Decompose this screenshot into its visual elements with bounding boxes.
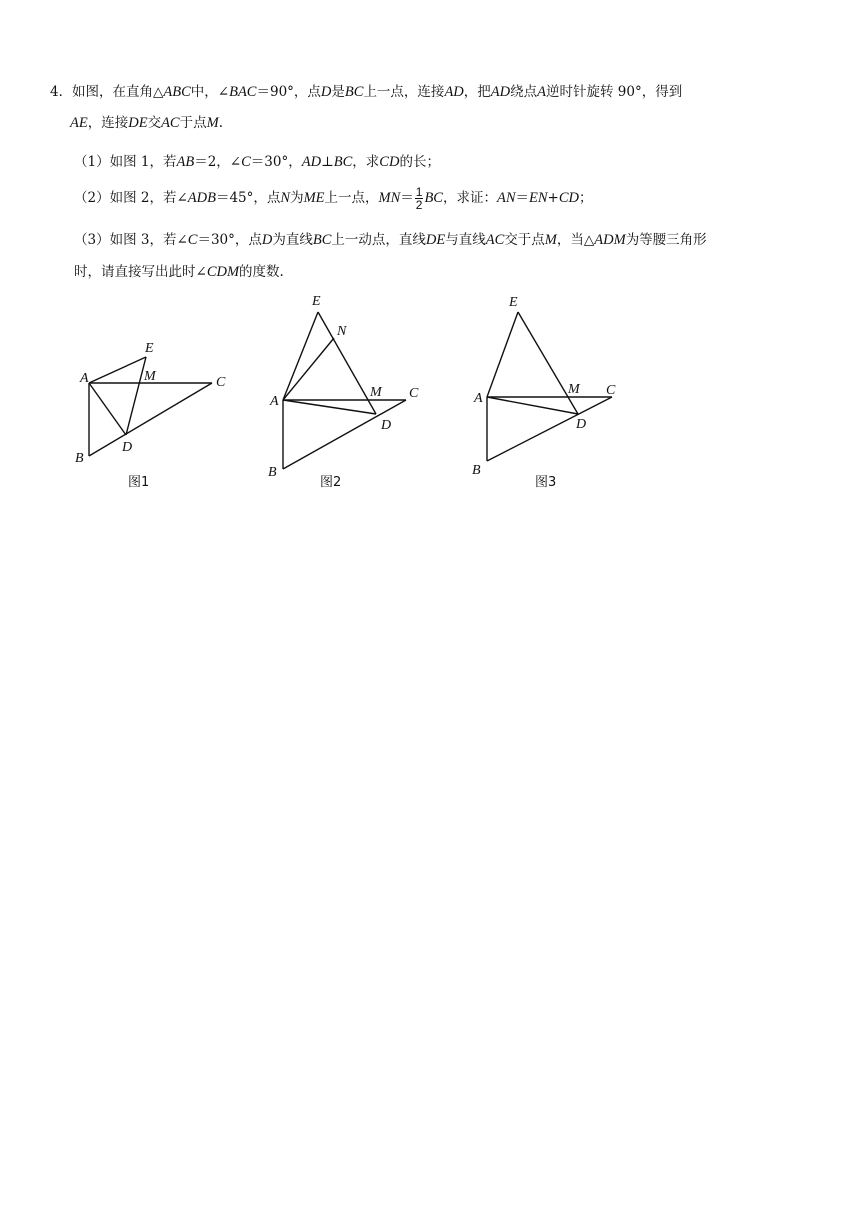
fig1-label-A: A [80, 371, 89, 386]
fig1-segment-BC [89, 383, 212, 456]
text-run: ＝ [400, 190, 414, 206]
fig2-segment-BC [283, 400, 406, 469]
math-symbol: AD [490, 84, 511, 100]
text-run: 为直线 [272, 232, 313, 248]
math-symbol: CDM [206, 264, 240, 280]
text-run: 为 [290, 190, 304, 206]
fig1-label-E: E [145, 341, 154, 356]
math-symbol: D [320, 84, 332, 100]
math-symbol: DE [128, 115, 148, 131]
text-run: （3）如图 3，若∠ [74, 232, 188, 248]
fig1-caption: 图1 [128, 475, 150, 490]
fig1-label-B: B [75, 451, 84, 466]
fig2-label-D: D [381, 418, 392, 433]
text-run: 是 [331, 84, 345, 100]
fig2-label-B: B [268, 465, 277, 480]
fig2-label-E: E [312, 294, 321, 309]
text-run: . [218, 115, 223, 131]
fig3-segment-BC [487, 397, 612, 461]
text-run: 中，∠ [190, 84, 230, 100]
text-run: + [547, 190, 559, 206]
text-run: 于点 [179, 115, 207, 131]
figure-2 [268, 294, 419, 490]
figure-1 [75, 341, 226, 490]
math-symbol: M [206, 115, 219, 131]
text-run: ＝90°，点 [256, 84, 321, 100]
text-run: ＝2，∠ [194, 154, 242, 170]
fig2-segment-DE [318, 312, 376, 414]
text-run: 交于点 [504, 232, 545, 248]
math-symbol: N [280, 190, 291, 206]
math-symbol: D [261, 232, 273, 248]
text-run: 交 [147, 115, 162, 131]
fig3-label-B: B [472, 463, 481, 478]
math-symbol: DE [425, 232, 446, 248]
math-symbol: BC [344, 84, 364, 100]
fig2-label-N: N [337, 324, 347, 339]
text-run: 逆时针旋转 90°，得到 [545, 84, 683, 100]
fig3-label-E: E [509, 295, 518, 310]
text-run: ，求证： [442, 190, 497, 206]
fig1-label-D: D [122, 440, 133, 455]
text-run: ＝30°，点 [197, 232, 262, 248]
math-symbol: C [241, 154, 251, 170]
text-run: ＝30°， [250, 154, 302, 170]
text-run: （2）如图 2，若∠ [74, 190, 188, 206]
text-run: ＝45°，点 [215, 190, 281, 206]
fig3-segment-AD [487, 397, 578, 414]
fig3-label-A: A [474, 391, 483, 406]
fig1-label-C: C [216, 375, 226, 390]
math-symbol: ME [303, 190, 325, 206]
fig2-caption: 图2 [320, 475, 342, 490]
fig3-label-D: D [576, 417, 587, 432]
fig3-segment-AE [487, 312, 518, 397]
text-run: ，把 [463, 84, 491, 100]
math-symbol: BC [424, 190, 443, 206]
fig1-segment-AD [89, 383, 126, 435]
text-run: ，当△ [556, 232, 595, 248]
figure-3 [472, 295, 616, 490]
text-run: 上一点，连接 [363, 84, 445, 100]
fig1-segment-AE [89, 357, 146, 383]
math-symbol: ADM [594, 232, 626, 248]
math-symbol: C [187, 232, 198, 248]
fig2-label-A: A [270, 394, 279, 409]
text-run: ，求 [352, 154, 380, 170]
math-symbol: AC [485, 232, 505, 248]
fig2-label-C: C [409, 386, 419, 401]
problem-number: 4． [50, 84, 73, 100]
fraction-denominator: 2 [415, 198, 423, 212]
fraction-numerator: 1 [415, 185, 423, 199]
text-run: ； [579, 190, 593, 206]
text-run: （1）如图 1，若 [74, 154, 177, 170]
math-symbol: A [537, 84, 546, 100]
text-run: 绕点 [510, 84, 538, 100]
fig2-label-M: M [370, 385, 382, 400]
math-symbol: MN [378, 190, 401, 206]
fig1-label-M: M [144, 369, 156, 384]
text-run: 的长； [399, 154, 440, 170]
text-run: 为等腰三角形 [625, 232, 707, 248]
math-symbol: AN [496, 190, 516, 206]
math-symbol: BC [312, 232, 332, 248]
math-symbol: CD [379, 154, 400, 170]
fig2-segment-AD [283, 400, 376, 414]
math-symbol: AC [161, 115, 180, 131]
math-symbol: AD [444, 84, 464, 100]
math-symbol: BAC [229, 84, 257, 100]
math-symbol: CD [558, 190, 580, 206]
fig2-segment-AE [283, 312, 318, 400]
text-run: 的度数. [239, 264, 284, 280]
fig3-label-C: C [606, 383, 616, 398]
text-run: 如图，在直角△ [72, 84, 164, 100]
fig3-label-M: M [568, 382, 580, 397]
fig3-caption: 图3 [535, 475, 557, 490]
text-run: 上一点， [324, 190, 379, 206]
math-symbol: ABC [163, 84, 191, 100]
text-run: 时，请直接写出此时∠ [74, 264, 207, 280]
math-symbol: ADB [187, 190, 216, 206]
fig3-segment-DE [518, 312, 578, 414]
math-symbol: EN [529, 190, 548, 206]
math-symbol: AD [301, 154, 322, 170]
math-symbol: AB [176, 154, 195, 170]
text-run: ＝ [515, 190, 530, 206]
text-run: 上一动点，直线 [331, 232, 426, 248]
text-run: 与直线 [445, 232, 486, 248]
fig2-segment-AN [283, 338, 334, 400]
text-run: ⊥ [321, 154, 334, 170]
math-symbol: BC [333, 154, 353, 170]
math-symbol: AE [70, 115, 88, 131]
math-symbol: M [544, 232, 557, 248]
text-run: ，连接 [87, 115, 129, 131]
